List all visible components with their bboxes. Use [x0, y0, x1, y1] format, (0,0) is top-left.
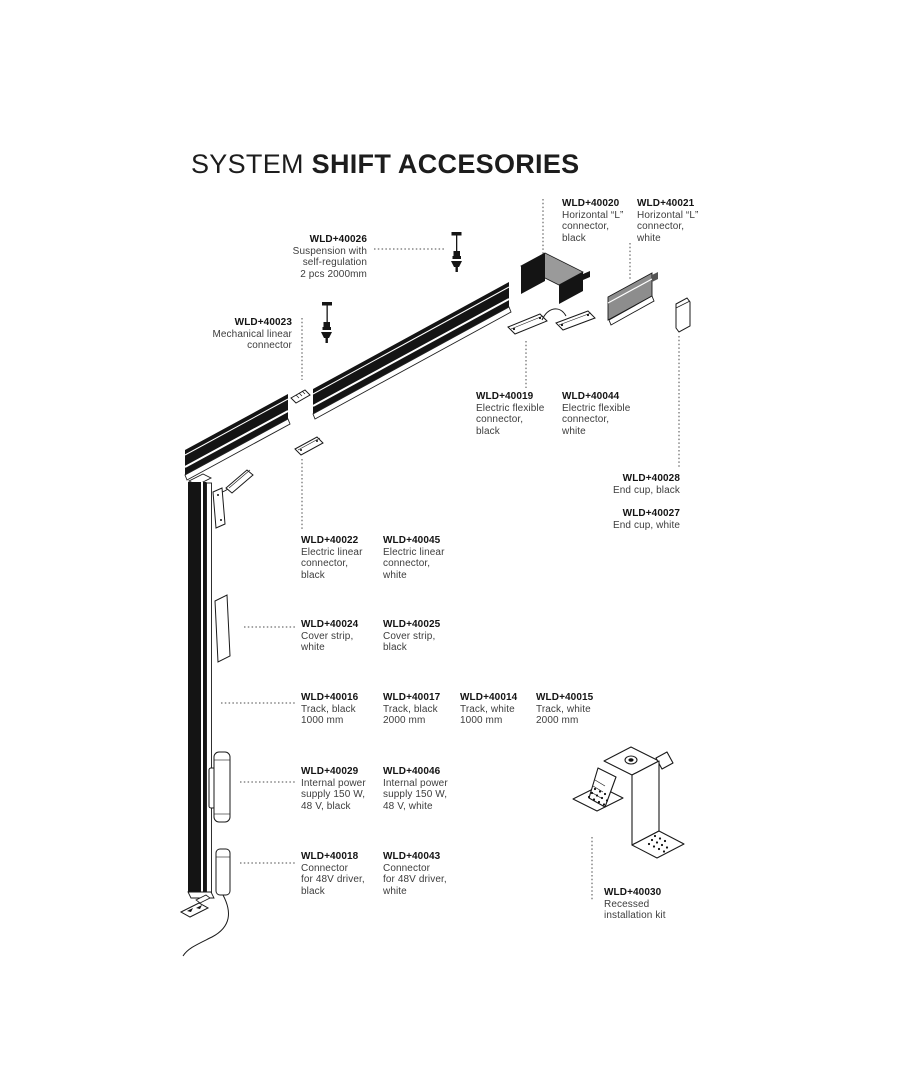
- label-wld-40014: WLD+40014 Track, white 1000 mm: [460, 692, 518, 726]
- label-wld-40045: WLD+40045 Electric linear connector, white: [383, 535, 445, 581]
- label-wld-40046: WLD+40046 Internal power supply 150 W, 48 V, white: [383, 766, 448, 812]
- label-wld-40026: WLD+40026 Suspension with self-regulation 2 pcs 2000mm: [292, 234, 367, 280]
- label-wld-40023: WLD+40023 Mechanical linear connector: [212, 317, 292, 351]
- corner-connector-black-icon: [521, 253, 590, 304]
- product-code: WLD+40017: [383, 692, 441, 703]
- label-wld-40027: WLD+40027 End cup, white: [613, 508, 680, 531]
- product-code: WLD+40028: [622, 473, 680, 484]
- flexible-connector-icon: [508, 309, 595, 334]
- label-wld-40018: WLD+40018 Connector for 48V driver, black: [301, 851, 365, 897]
- label-wld-40029: WLD+40029 Internal power supply 150 W, 48 V, black: [301, 766, 366, 812]
- label-wld-40019: WLD+40019 Electric flexible connector, black: [476, 391, 545, 437]
- product-code: WLD+40018: [301, 851, 359, 862]
- label-wld-40020: WLD+40020 Horizontal “L” connector, black: [562, 198, 624, 244]
- label-wld-40021: WLD+40021 Horizontal “L” connector, white: [637, 198, 699, 244]
- label-wld-40024: WLD+40024 Cover strip, white: [301, 619, 359, 653]
- product-code: WLD+40026: [309, 234, 367, 245]
- product-code: WLD+40029: [301, 766, 359, 777]
- product-code: WLD+40024: [301, 619, 359, 630]
- product-code: WLD+40027: [622, 508, 680, 519]
- track-feed-connector-icon: [213, 470, 253, 528]
- product-code: WLD+40045: [383, 535, 441, 546]
- product-code: WLD+40044: [562, 391, 620, 402]
- product-code: WLD+40022: [301, 535, 359, 546]
- label-wld-40017: WLD+40017 Track, black 2000 mm: [383, 692, 441, 726]
- label-wld-40015: WLD+40015 Track, white 2000 mm: [536, 692, 594, 726]
- product-code: WLD+40023: [234, 317, 292, 328]
- label-wld-40043: WLD+40043 Connector for 48V driver, white: [383, 851, 447, 897]
- product-code: WLD+40016: [301, 692, 359, 703]
- track-diagonal: [185, 282, 511, 480]
- power-supply-icon: [209, 752, 230, 822]
- linear-connector-icon: [295, 437, 323, 455]
- product-code: WLD+40030: [604, 887, 662, 898]
- label-wld-40044: WLD+40044 Electric flexible connector, white: [562, 391, 631, 437]
- product-code: WLD+40020: [562, 198, 620, 209]
- label-wld-40028: WLD+40028 End cup, black: [613, 473, 680, 496]
- corner-connector-white-icon: [608, 272, 658, 325]
- product-code: WLD+40015: [536, 692, 594, 703]
- mounting-plate-icon: [181, 903, 208, 917]
- page-title-bold: SHIFT ACCESORIES: [311, 149, 580, 179]
- mechanical-connector-icon: [291, 390, 310, 403]
- track-vertical: [188, 474, 214, 903]
- product-code: WLD+40025: [383, 619, 441, 630]
- page-title-regular: SYSTEM: [191, 149, 304, 179]
- product-code: WLD+40021: [637, 198, 695, 209]
- product-code: WLD+40046: [383, 766, 441, 777]
- end-cap-icon: [676, 298, 690, 332]
- product-code: WLD+40019: [476, 391, 534, 402]
- label-wld-40022: WLD+40022 Electric linear connector, black: [301, 535, 363, 581]
- label-wld-40025: WLD+40025 Cover strip, black: [383, 619, 441, 653]
- product-code: WLD+40014: [460, 692, 518, 703]
- product-code: WLD+40043: [383, 851, 441, 862]
- label-wld-40016: WLD+40016 Track, black 1000 mm: [301, 692, 359, 726]
- label-wld-40030: WLD+40030 Recessed installation kit: [604, 887, 666, 921]
- recessed-kit-icon: [573, 747, 684, 858]
- cover-strip-icon: [215, 595, 230, 662]
